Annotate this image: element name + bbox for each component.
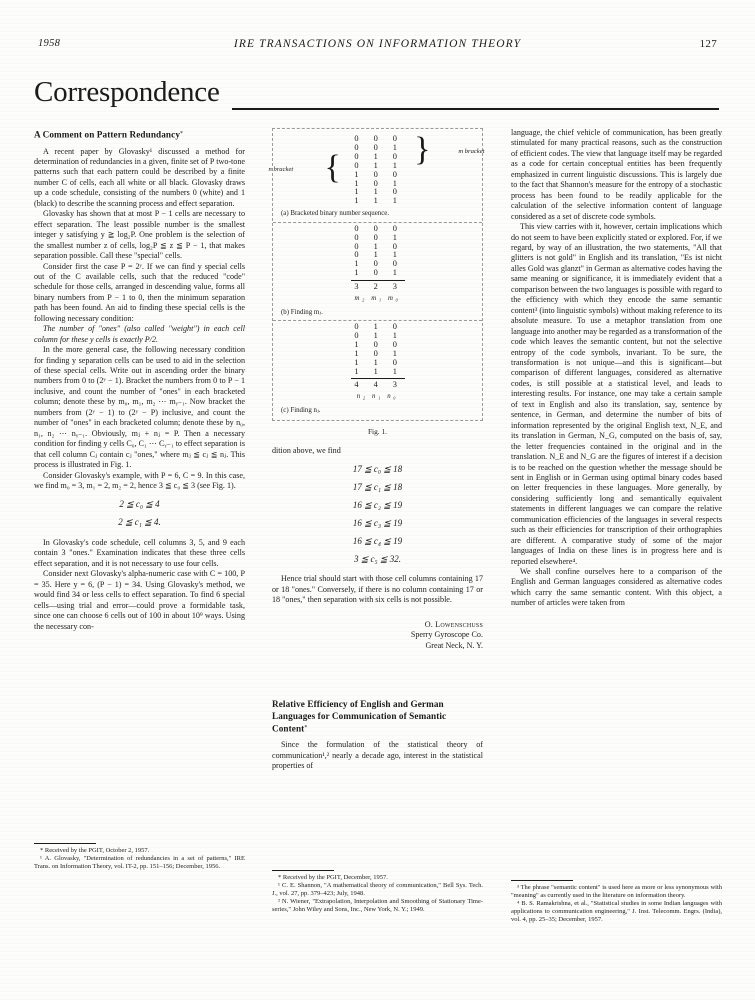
figure-panel-a-row-3: 0 1 1 (354, 160, 401, 170)
column-1-footnotes (34, 843, 245, 871)
figure-panel-c-sums: 4 4 3 (354, 379, 401, 389)
figure-panel-b-row-1: 0 0 1 (354, 232, 401, 242)
column-2 (268, 128, 485, 973)
right-brace-icon: } (414, 131, 431, 168)
column-3 (511, 128, 722, 973)
figure-panel-c-row-3: 1 0 1 (354, 348, 401, 358)
figure-panel-c (273, 320, 482, 418)
article-1-paragraph-4: In the more general case, the following necessary condition for finding y separation cells can be used to aid in the selection of these special cells. Write out in ascending order the binary numbers from 0 to (2ʸ − 1). Bracket the numbers from 0 to P − 1 inclusive, and count the number of "ones" in each bracketed column; denote these by m₀, m₁, m₂ ⋯ mᵧ₋₁. Now bracket the numbers from (2ʸ − 1) to (2ʸ − P) inclusive, and count the number of "ones" in each bracketed column; denote these by n₀, n₁, n₂ ⋯ nᵧ₋₁. Obviously, mⱼ + nⱼ = P. Then a necessary condition for finding y cells C₀, C₁ ⋯ Cᵧ₋₁ to effect separation is that cell column Cⱼ contain cⱼ "ones," where mⱼ ≦ cⱼ ≦ nⱼ. This process is illustrated in Fig. 1. (34, 345, 245, 470)
footnote-article-1-ref-1: ¹ A. Glovasky, "Determination of redundancies in a set of patterns," IRE Trans. on Information Theory, vol. IT-2, pp. 151–156; December, 1956. (34, 855, 245, 871)
article-1-title-footnote-marker: * (180, 131, 184, 137)
footnote-article-2-ref-4: ⁴ B. S. Ramakrishna, et al., "Statistical studies in some Indian languages with applications to communication engineering," J. Inst. Telecomm. Engrs. (India), vol. 4, pp. 25–35; December, 1957. (511, 900, 722, 923)
figure-1-box (268, 128, 485, 421)
column-3-footnotes (511, 880, 722, 924)
article-1-paragraph-2: Glovasky has shown that at most P − 1 cells are necessary to effect separation. The least possible number is the smallest integer y satisfying y ≧ log₂P. One problem is the selection of the smallest number z of cells, log₂P ≦ z ≦ P − 1, that makes separation possible. Call these "special" cells. (34, 209, 245, 261)
figure-panel-b-row-4: 1 0 0 (354, 259, 401, 269)
figure-panel-a-row-2: 0 1 0 (354, 151, 401, 161)
figure-panel-a-row-1: 0 0 1 (354, 142, 401, 152)
signature-author-name: O. Lowenschuss (424, 619, 483, 629)
figure-panel-a-bracket-right-label: m bracket (458, 148, 485, 155)
figure-panel-a-matrix (268, 131, 485, 206)
article-1-paragraph-7: Consider next Glovasky's alpha-numeric case with C = 100, P = 35. Here y = 6, (P − 1) = 34. Using Glovasky's method, we would find 34 or less cells to effect separation. To find 6 special cells—using trial and error—could prove a formidable task, since one can choose 6 cells out of 100 in about 10⁹ ways. Using the necessary con- (34, 569, 245, 631)
footnote-article-1-received: * Received by the PGIT, October 2, 1957. (40, 847, 150, 854)
article-1-title (34, 128, 245, 141)
left-brace-icon: { (324, 149, 341, 186)
article-1-paragraph-8: dition above, we find (272, 445, 341, 455)
figure-panel-b (273, 222, 482, 320)
figure-panel-b-matrix (335, 225, 421, 305)
article-2-paragraph-3: This view carries with it, however, certain implications which do not seem to have been explicitly stated or explored. For, if we regard, by way of an illustration, the two statements, "All that glitters is not gold" in English and its translation, "Es ist nicht alles Gold was glanzt" in German as alternative codes having the same meaning or significance, it is immediately evident that a comparison between the two languages is possible with regard to the efficiency with which they encode the same semantic content³ (into linguistic symbols) without making reference to its absolute measure. To use a metaphor translation from one language into another may be regarded as a transformation of the code which leaves the semantic content, but not the selective entropy of the code symbols, invariant. To be sure, the transformation is not unique—and this is significant—but comparison of different languages, considered as alternative codes, is still possible at a statistical level, and leads to interesting results. For instance, one may take a certain sample of text in English and also its translation, say, sentence by sentence, in German, and determine the number of bits of information represented by the original English text, N_E, and its translation in German, N_G, computed on the basis of, say, the letter frequencies contained in the original and in the translation. N_E and N_G are the figures of interest if a decision is to be reached on the question whether the message should be sent in English or in German using optimal binary codes based on letter frequencies in these languages. More generally, by considering sufficiently long and semantically equivalent statements in different languages we can compare the relative communication efficiencies of the languages in several respects such as their efficiencies for transcription of their orthographies are different. A comparative study of some of the major languages of India on these lines is in progress here and is reported elsewhere⁴. (511, 222, 722, 566)
article-1-paragraph-5: Consider Glovasky's example, with P = 6, C = 9. In this case, we find m₀ = 3, m₁ = 2, m₂ = 2, hence 3 ≦ c₀ ≦ 3 (see Fig. 1). (34, 470, 245, 491)
article-1-equations-early (34, 499, 245, 527)
figure-panel-a-caption: (a) Bracketed binary number sequence. (281, 210, 390, 218)
article-2-title-footnote-marker: * (304, 724, 308, 731)
article-1-equations-late (272, 464, 483, 564)
banner-title: Correspondence (34, 76, 220, 108)
article-1-paragraph-1: A recent paper by Glovasky¹ discussed a method for determination of redundancies in a given, finite set of P two-tone patterns such that each pattern could be described by a finite number C of cells, each all white or all black. Glovasky draws up a code schedule, consisting of the numbers 0 (white) and 1 (black) to describe the scanning process and effect separation. (34, 146, 245, 208)
running-head-page-number: 127 (699, 38, 717, 50)
figure-panel-c-sum-rule (351, 378, 405, 379)
column-2-footnotes (272, 870, 483, 914)
figure-panel-a-row-4: 1 0 0 (354, 169, 401, 179)
figure-panel-c-column-labels: n₂ n₁ n₀ (356, 393, 399, 401)
figure-panel-b-row-0: 0 0 0 (354, 223, 401, 233)
footnote-article-2-ref-2: ² N. Wiener, "Extrapolation, Interpolation and Smoothing of Stationary Time-series," John Wiley and Sons, Inc., New York, N. Y.; 1949. (272, 898, 483, 914)
article-1-paragraph-9: Hence trial should start with those cell columns containing 17 or 18 "ones." Conversely, if there is no column containing 17 or 18 "ones," then separation with six cells is not possible. (272, 574, 483, 605)
figure-panel-b-row-5: 1 0 1 (354, 268, 401, 278)
figure-panel-a-row-7: 1 1 1 (354, 196, 401, 206)
figure-panel-b-caption: (b) Finding mⱼ. (281, 308, 323, 316)
equation-c1-late: 17 ≦ c₁ ≦ 18 (352, 482, 403, 493)
article-2-title (272, 698, 483, 735)
figure-panel-b-column-labels: m₂ m₁ m₀ (354, 295, 401, 303)
signature-location: Great Neck, N. Y. (425, 640, 483, 650)
article-1-theorem: The number of "ones" (also called "weight") in each cell column for these y cells is exactly P/2. (34, 324, 245, 344)
article-1-signature (272, 620, 483, 652)
running-head-year: 1958 (38, 38, 61, 49)
equation-c4-late: 16 ≦ c₄ ≦ 19 (352, 536, 403, 547)
figure-panel-b-sums: 3 2 3 (354, 281, 401, 291)
figure-panel-a-bracket-left-label: n bracket (268, 166, 294, 173)
correspondence-banner (34, 75, 719, 117)
equation-c3-late: 16 ≦ c₃ ≦ 19 (352, 518, 403, 529)
footnote-article-2-received: * Received by the PGIT, December, 1957. (278, 874, 388, 881)
figure-panel-b-row-2: 0 1 0 (354, 241, 401, 251)
signature-affiliation: Sperry Gyroscope Co. (410, 630, 483, 640)
equation-c2-late: 16 ≦ c₂ ≦ 19 (352, 500, 403, 511)
figure-1 (268, 128, 485, 438)
column-1-footnote-rule (34, 843, 96, 844)
column-3-footnote-rule (511, 880, 573, 881)
figure-panel-a (268, 131, 485, 222)
article-2-paragraph-2: language, the chief vehicle of communication, has been greatly stimulated for many practical reasons, such as the construction of efficient codes. The view that language itself may be regarded as a code for certain conceptual entities has been frequently emphasized in current linguistic discussions. This is largely due to the fact that Shannon's measure for the entropy of a stochastic process has been found to be readily applicable for the calculation of the selective information content of language considered as a set of discrete code symbols. (511, 128, 722, 221)
article-2-title-text: Relative Efficiency of English and German Languages for Communication of Semantic Content (272, 698, 447, 734)
column-2-footnote-rule (272, 870, 334, 871)
article-2-paragraph-4: We shall confine ourselves here to a comparison of the English and German languages considered as alternative codes which carry the same semantic content. With this object, a number of articles were taken from (511, 567, 722, 608)
equation-c1-early: 2 ≦ c₁ ≦ 4. (118, 517, 161, 528)
figure-panel-c-row-4: 1 1 0 (354, 357, 401, 367)
figure-panel-a-row-0: 0 0 0 (354, 134, 401, 143)
figure-panel-a-row-5: 1 0 1 (354, 178, 401, 188)
figure-panel-c-matrix (335, 323, 421, 403)
figure-panel-c-row-1: 0 1 1 (354, 330, 401, 340)
figure-panel-c-row-5: 1 1 1 (354, 366, 401, 376)
figure-1-caption: Fig. 1. (367, 427, 388, 437)
figure-panel-b-sum-rule (351, 280, 405, 281)
column-1 (34, 128, 245, 973)
figure-panel-a-row-6: 1 1 0 (354, 187, 401, 197)
running-head (38, 38, 717, 54)
running-head-journal: IRE TRANSACTIONS ON INFORMATION THEORY (233, 38, 522, 50)
equation-c0-late: 17 ≦ c₀ ≦ 18 (352, 464, 403, 475)
footnote-article-2-ref-3: ³ The phrase "semantic content" is used here as more or less synonymous with "meaning" as currently used in the literature on information theory. (511, 884, 722, 899)
equation-c0-early: 2 ≦ c₀ ≦ 4 (119, 499, 160, 510)
article-1-title-text: A Comment on Pattern Redundancy (34, 129, 181, 140)
article-1-paragraph-6: In Glovasky's code schedule, cell columns 3, 5, and 9 each contain 3 "ones." Examination indicates that these three cells effect separation, and it is not necessary to use four cells. (34, 537, 245, 568)
figure-panel-c-row-0: 0 1 0 (354, 322, 401, 331)
article-2-paragraph-1: Since the formulation of the statistical theory of communication¹,² nearly a decade ago, interest in the statistical properties of (272, 740, 483, 770)
figure-panel-c-caption: (c) Finding nⱼ. (281, 406, 321, 414)
column-layout (34, 128, 722, 973)
article-separator-space (272, 652, 483, 698)
figure-panel-c-row-2: 1 0 0 (354, 339, 401, 349)
figure-panel-b-row-3: 0 1 1 (354, 250, 401, 260)
article-1-paragraph-3: Consider first the case P = 2ʸ. If we can find y special cells out of the C available cells, such that the reduced "code" schedule for those cells, arranged in descending value, forms all binary numbers from P − 1 to 0, then the minimum separation path has been found. An aid to finding these special cells is the following necessary condition: (34, 261, 245, 323)
banner-rule (232, 108, 719, 110)
equation-c5-late: 3 ≦ c₅ ≦ 32. (354, 553, 401, 564)
footnote-article-2-ref-1: ¹ C. E. Shannon, "A mathematical theory of communication," Bell Sys. Tech. J., vol. 27, pp. 379–423; July, 1948. (272, 882, 483, 898)
